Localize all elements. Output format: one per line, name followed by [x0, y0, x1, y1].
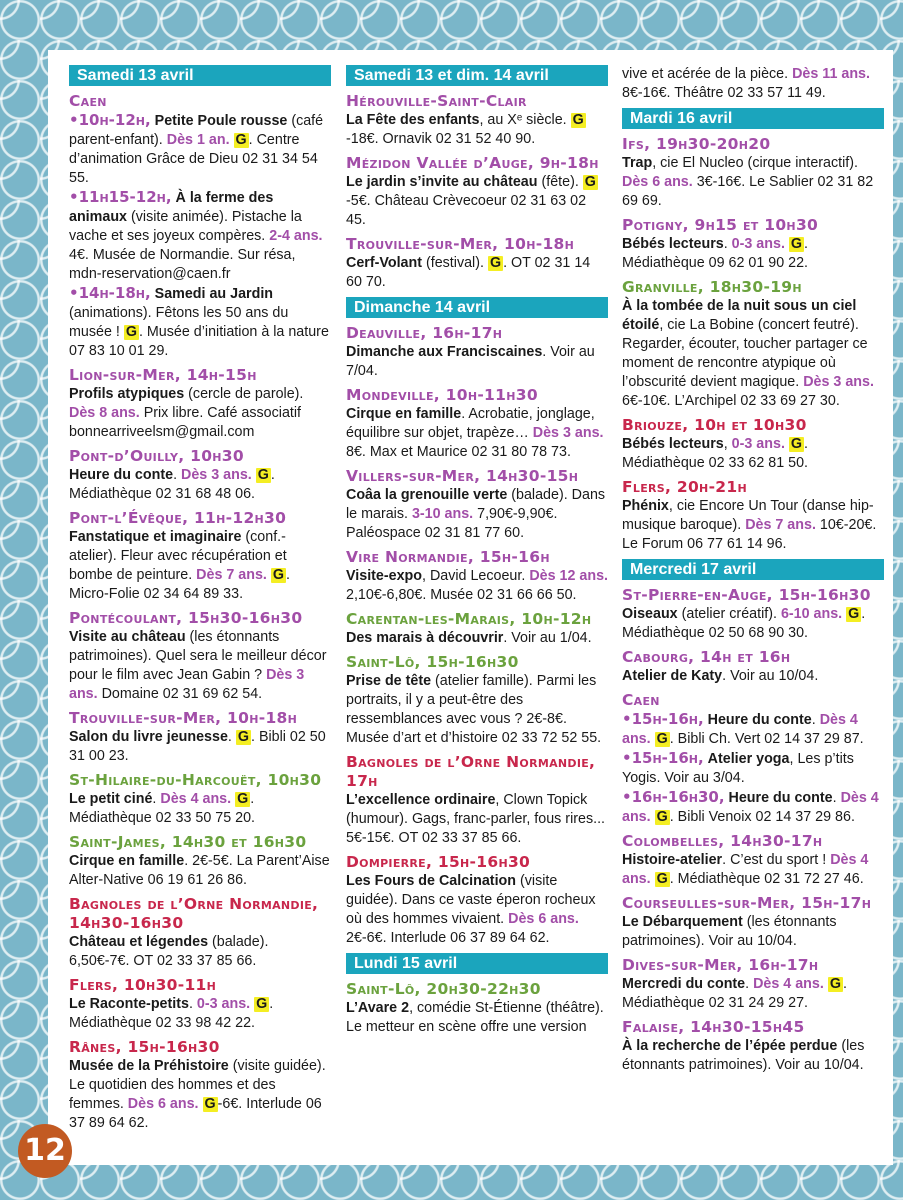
event-location: Saint-James, 14h30 et 16h30 [69, 833, 307, 851]
event-description [69, 528, 331, 604]
event-entry [69, 976, 331, 1033]
event-location: Flers, 20h-21h [622, 478, 747, 496]
event-location: Bagnoles de l’Orne Normandie, 17h [346, 753, 596, 790]
event-description [622, 1037, 884, 1075]
page-number: 12 [18, 1124, 72, 1178]
event-title: Des marais à découvrir [346, 630, 504, 646]
gratuit-badge: G [790, 236, 803, 252]
event-text: . 2€-5€. La Parent’Aise Alter-Native 06 19 61 26 86. [69, 853, 330, 888]
event-text: . Médiathèque 02 50 68 90 30. [622, 606, 866, 641]
gratuit-badge: G [848, 606, 860, 622]
event-title: Prise de tête [346, 673, 432, 689]
event-title: Cerf-Volant [346, 255, 422, 271]
age-tag: Dès 4 ans. [753, 976, 824, 992]
event-entry [622, 648, 884, 686]
event-description [622, 913, 884, 951]
event-text: 2€-6€. Interlude 06 37 89 64 62. [346, 930, 550, 946]
event-location: Hérouville-Saint-Clair [346, 92, 527, 110]
gratuit-badge: G [656, 731, 668, 747]
event-text: . [832, 790, 841, 806]
day-header: Samedi 13 avril [69, 65, 331, 86]
event-description [346, 791, 608, 848]
age-tag: Dès 7 ans. [196, 567, 267, 583]
event-text: (les étonnants patrimoines). Voir au 10/04. [622, 914, 837, 949]
event-time: •15h-16h, [622, 749, 704, 767]
gratuit-badge: G [237, 791, 249, 807]
event-entry [622, 956, 884, 1013]
event-title: Mercredi du conte [622, 976, 746, 992]
age-tag: 0-3 ans. [196, 996, 251, 1012]
event-entry [346, 853, 608, 948]
event-text: . Médiathèque 02 31 68 48 06. [69, 467, 275, 502]
event-title: L’excellence ordinaire [346, 792, 496, 808]
event-title: Bébés lecteurs [622, 436, 724, 452]
event-description [346, 254, 608, 292]
event-time: •10h-12h, [69, 111, 151, 129]
event-location: Cabourg, 14h et 16h [622, 648, 791, 666]
event-text: . [188, 996, 197, 1012]
age-tag: 0-3 ans. [731, 436, 785, 452]
event-title: Atelier yoga [707, 751, 790, 767]
gratuit-badge: G [257, 467, 269, 483]
event-location: Saint-Lô, 15h-16h30 [346, 653, 519, 671]
event-text: 10€-20€. Le Forum 06 77 61 14 96. [622, 517, 877, 552]
gratuit-badge: G [235, 132, 247, 148]
event-entry [69, 1038, 331, 1133]
day-header: Lundi 15 avril [346, 953, 608, 974]
event-time: •11h15-12h, [69, 188, 172, 206]
event-location: Carentan-les-Marais, 10h-12h [346, 610, 592, 628]
event-text: . Médiathèque 09 62 01 90 22. [622, 236, 809, 271]
event-title: Coâa la grenouille verte [346, 487, 508, 503]
age-tag: Dès 8 ans. [69, 405, 140, 421]
sub-event [622, 749, 884, 788]
event-entry [622, 278, 884, 411]
event-description [622, 605, 884, 643]
sub-event [622, 710, 884, 749]
event-location: Rânes, 15h-16h30 [69, 1038, 220, 1056]
event-text: , David Lecoeur. [422, 568, 530, 584]
event-title: Le jardin s’invite au château [346, 174, 538, 190]
gratuit-badge: G [256, 996, 268, 1012]
day-header: Mercredi 17 avril [622, 559, 884, 580]
event-location: Colombelles, 14h30-17h [622, 832, 823, 850]
event-entry [346, 753, 608, 848]
gratuit-badge: G [125, 324, 137, 340]
event-title: Trap [622, 155, 653, 171]
event-title: La Fête des enfants [346, 112, 480, 128]
event-entry [69, 833, 331, 890]
event-title: Profils atypiques [69, 386, 185, 402]
day-header: Samedi 13 et dim. 14 avril [346, 65, 608, 86]
event-location: Trouville-sur-Mer, 10h-18h [346, 235, 575, 253]
event-title: Le petit ciné [69, 791, 153, 807]
event-text: (balade). 6,50€-7€. OT 02 33 37 85 66. [69, 934, 269, 969]
event-title: Salon du livre jeunesse [69, 729, 228, 745]
event-text: , comédie St-Étienne (théâtre). Le metteur en scène offre une version [346, 1000, 604, 1035]
event-location: Deauville, 16h-17h [346, 324, 503, 342]
event-description [346, 872, 608, 948]
event-text: , [723, 436, 732, 452]
event-location: Pontécoulant, 15h30-16h30 [69, 609, 303, 627]
event-text: (café parent-enfant). [69, 113, 324, 148]
event-text: (visite animée). Pistache la vache et ses joyeux compères. [69, 209, 302, 244]
event-entry [69, 509, 331, 604]
event-entry [69, 366, 331, 442]
column-1 [69, 65, 331, 1138]
event-text: (fête). [537, 174, 583, 190]
event-text: 7,90€-9,90€. Paléospace 02 31 81 77 60. [346, 506, 558, 541]
event-entry [346, 980, 608, 1037]
event-description [69, 385, 331, 442]
event-title: À la ferme des animaux [69, 190, 274, 225]
event-text: . Médiathèque 02 33 50 75 20. [69, 791, 256, 826]
event-location: St-Pierre-en-Auge, 15h-16h30 [622, 586, 871, 604]
event-title: Heure du conte [69, 467, 174, 483]
event-description [622, 435, 884, 473]
event-entry [346, 92, 608, 149]
age-tag: 3-10 ans. [411, 506, 474, 522]
event-description [69, 933, 331, 971]
event-text: . Voir au 1/04. [503, 630, 592, 646]
event-description [622, 235, 884, 273]
gratuit-badge: G [572, 112, 584, 128]
event-description [346, 111, 608, 149]
event-text: (balade). Dans le marais. [346, 487, 606, 522]
event-location: Villers-sur-Mer, 14h30-15h [346, 467, 579, 485]
gratuit-badge: G [489, 255, 502, 271]
event-title: Visite-expo [346, 568, 423, 584]
event-location: Flers, 10h30-11h [69, 976, 217, 994]
event-title: Visite au château [69, 629, 186, 645]
event-title: Le Raconte-petits [69, 996, 189, 1012]
event-text: , cie La Bobine (concert feutré). Regarder, écouter, toucher partager ce moment de rencontre atypique où l’obscurité devient magique. [622, 317, 868, 390]
event-title: Heure du conte [707, 712, 812, 728]
age-tag: 6-10 ans. [780, 606, 843, 622]
age-tag: Dès 4 ans. [160, 791, 232, 807]
event-location: Lion-sur-Mer, 14h-15h [69, 366, 257, 384]
event-description [346, 486, 608, 543]
event-entry [622, 1018, 884, 1075]
event-text: vive et acérée de la pièce. [622, 66, 793, 82]
event-text: (animations). Fêtons les 50 ans du musée ! [69, 305, 289, 340]
event-location: Pont-l’Évêque, 11h-12h30 [69, 509, 287, 527]
event-location: Bagnoles de l’Orne Normandie, 14h30-16h30 [69, 895, 319, 932]
event-entry [346, 386, 608, 462]
event-title: Le Débarquement [622, 914, 743, 930]
event-location: Trouville-sur-Mer, 10h-18h [69, 709, 298, 727]
event-description [69, 628, 331, 704]
age-tag: Dès 11 ans. [792, 66, 870, 82]
event-text: 3€-16€. Le Sablier 02 31 82 69 69. [622, 174, 874, 209]
event-description [622, 667, 884, 686]
event-text: . C’est du sport ! [722, 852, 831, 868]
event-entry [622, 894, 884, 951]
age-tag: 0-3 ans. [731, 236, 785, 252]
event-entry [69, 447, 331, 504]
column-2 [346, 65, 608, 1042]
event-text: 8€. Max et Maurice 02 31 80 78 73. [346, 444, 571, 460]
event-title: Château et légendes [69, 934, 209, 950]
event-text: . Bibli Venoix 02 14 37 29 86. [669, 809, 855, 825]
gratuit-badge: G [237, 729, 249, 745]
gratuit-badge: G [790, 436, 803, 452]
event-text: . [745, 976, 754, 992]
event-entry [622, 586, 884, 643]
event-description [69, 728, 331, 766]
age-tag: Dès 4 ans. [622, 852, 869, 887]
event-entry [622, 135, 884, 211]
event-text: (visite guidée). Dans ce vaste éperon rocheux où des hommes vivaient. [346, 873, 596, 927]
event-time: •16h-16h30, [622, 788, 725, 806]
event-location: Caen [622, 691, 660, 709]
event-text: . [152, 791, 161, 807]
event-title: Atelier de Katy [622, 668, 723, 684]
event-title: Cirque en famille [346, 406, 462, 422]
event-entry [69, 771, 331, 828]
event-entry [622, 478, 884, 554]
event-title: Petite Poule rousse [154, 113, 288, 129]
event-entry [346, 653, 608, 748]
event-entry [346, 235, 608, 292]
event-title: Musée de la Préhistoire [69, 1058, 229, 1074]
event-text: Prix libre. Café associatif bonnearriveelsm@gmail.com [69, 405, 302, 440]
event-text: . [227, 729, 236, 745]
event-entry [69, 709, 331, 766]
event-text: 6€-10€. L’Archipel 02 33 69 27 30. [622, 393, 840, 409]
event-text: . Musée d’initiation à la nature 07 83 10 01 29. [69, 324, 329, 359]
event-description [346, 405, 608, 462]
event-text: (les étonnants patrimoines). Quel sera le meilleur décor pour le film avec Jean Gabin ? [69, 629, 327, 683]
event-entry [346, 548, 608, 605]
gratuit-badge: G [204, 1096, 216, 1112]
event-location: Briouze, 10h et 10h30 [622, 416, 807, 434]
gratuit-badge: G [584, 174, 596, 190]
age-tag: 2-4 ans. [269, 228, 323, 244]
event-text: . Médiathèque 02 33 98 42 22. [69, 996, 274, 1031]
event-entry [346, 324, 608, 381]
event-title: Fanstatique et imaginaire [69, 529, 242, 545]
event-description [346, 999, 608, 1037]
day-header: Mardi 16 avril [622, 108, 884, 129]
event-text: (atelier créatif). [677, 606, 781, 622]
event-entry [346, 610, 608, 648]
event-title: Dimanche aux Franciscaines [346, 344, 543, 360]
event-description [69, 995, 331, 1033]
event-text: . Micro-Folie 02 34 64 89 33. [69, 567, 290, 602]
event-title: Les Fours de Calcination [346, 873, 517, 889]
event-location: Courseulles-sur-Mer, 15h-17h [622, 894, 872, 912]
event-title: Heure du conte [728, 790, 833, 806]
event-entry [622, 216, 884, 273]
event-entry [69, 92, 331, 361]
event-location: Potigny, 9h15 et 10h30 [622, 216, 819, 234]
event-description [346, 173, 608, 230]
event-location: Mézidon Vallée d’Auge, 9h-18h [346, 154, 599, 172]
event-text [199, 1096, 203, 1112]
event-title: À la tombée de la nuit sous un ciel étoilé [622, 298, 857, 333]
event-entry [622, 832, 884, 889]
event-text: . Bibli Ch. Vert 02 14 37 29 87. [669, 731, 864, 747]
event-text: , cie El Nucleo (cirque interactif). [652, 155, 858, 171]
day-header: Dimanche 14 avril [346, 297, 608, 318]
event-entry [622, 416, 884, 473]
event-description [69, 852, 331, 890]
event-entry [346, 467, 608, 543]
event-description [622, 497, 884, 554]
age-tag: Dès 6 ans. [622, 174, 693, 190]
event-location: Pont-d’Ouilly, 10h30 [69, 447, 244, 465]
event-title: À la recherche de l’épée perdue [622, 1038, 838, 1054]
event-text: . Voir au 7/04. [346, 344, 595, 379]
event-text: . Bibli 02 50 31 00 23. [69, 729, 326, 764]
event-text: , au Xᵉ siècle. [479, 112, 571, 128]
event-text: (atelier famille). Parmi les portraits, il y a peut-être des ressemblances avec vous ? 2€-8€. Musée d’art et d’histoire 02 33 72 52 55. [346, 673, 602, 746]
age-tag: Dès 4 ans. [622, 712, 858, 747]
column-3 [622, 65, 884, 1080]
event-text: . Médiathèque 02 31 72 27 46. [669, 871, 864, 887]
event-text: , cie Encore Un Tour (danse hip-musique baroque). [622, 498, 874, 533]
event-description [622, 975, 884, 1013]
event-text: . [723, 236, 732, 252]
event-description [622, 154, 884, 211]
event-location: Granville, 18h30-19h [622, 278, 802, 296]
sub-event [69, 284, 331, 361]
event-entry [69, 609, 331, 704]
event-text: , Clown Topick (humour). Gags, franc-parler, fous rires... 5€-15€. OT 02 33 37 85 66. [346, 792, 606, 846]
event-title: Bébés lecteurs [622, 236, 724, 252]
age-tag: Dès 12 ans. [529, 568, 608, 584]
event-description [346, 672, 608, 748]
sub-event [69, 188, 331, 284]
event-description [346, 629, 608, 648]
event-text: (visite guidée). Le quotidien des hommes et des femmes. [69, 1058, 326, 1112]
event-description [69, 466, 331, 504]
event-text: (festival). [422, 255, 488, 271]
event-text [651, 731, 655, 747]
event-text: (cercle de parole). [184, 386, 304, 402]
continued-text [622, 65, 884, 103]
age-tag: Dès 3 ans. [181, 467, 252, 483]
event-description [622, 851, 884, 889]
event-title: Cirque en famille [69, 853, 185, 869]
event-description [69, 790, 331, 828]
event-title: L’Avare 2 [346, 1000, 410, 1016]
event-text: . [811, 712, 820, 728]
gratuit-badge: G [272, 567, 285, 583]
agenda-panel [48, 50, 893, 1165]
gratuit-badge: G [829, 976, 841, 992]
event-description [346, 567, 608, 605]
event-time: •15h-16h, [622, 710, 704, 728]
event-text: . [173, 467, 182, 483]
age-tag: Dès 6 ans. [508, 911, 579, 927]
event-location: Saint-Lô, 20h30-22h30 [346, 980, 541, 998]
age-tag: Dès 7 ans. [745, 517, 816, 533]
event-text: . Médiathèque 02 31 24 29 27. [622, 976, 847, 1011]
event-text: . Médiathèque 02 33 62 81 50. [622, 436, 809, 471]
event-text: -18€. Ornavik 02 31 52 40 90. [346, 131, 536, 147]
event-entry [69, 895, 331, 971]
age-tag: Dès 3 ans. [803, 374, 874, 390]
event-location: St-Hilaire-du-Harcouët, 10h30 [69, 771, 322, 789]
age-tag: Dès 3 ans. [532, 425, 604, 441]
event-text: -5€. Château Crèvecoeur 02 31 63 02 45. [346, 193, 587, 228]
age-tag: Dès 1 an. [166, 132, 230, 148]
event-time: •14h-18h, [69, 284, 151, 302]
event-text: 2,10€-6,80€. Musée 02 31 66 66 50. [346, 587, 577, 603]
event-text: Domaine 02 31 69 62 54. [97, 686, 263, 702]
event-title: Oiseaux [622, 606, 678, 622]
event-text: -6€. Interlude 06 37 89 64 62. [69, 1096, 322, 1131]
event-title: Phénix [622, 498, 669, 514]
event-text [230, 132, 234, 148]
age-tag: Dès 6 ans. [127, 1096, 199, 1112]
event-description [69, 1057, 331, 1133]
event-text [651, 809, 655, 825]
event-description [622, 65, 884, 103]
event-entry [622, 691, 884, 827]
event-text: . OT 02 31 14 60 70. [346, 255, 591, 290]
event-title: Samedi au Jardin [154, 286, 274, 302]
event-text: (conf.-atelier). Fleur avec récupération et bombe de peinture. [69, 529, 287, 583]
gratuit-badge: G [656, 809, 668, 825]
event-location: Mondeville, 10h-11h30 [346, 386, 538, 404]
event-location: Caen [69, 92, 107, 110]
sub-event [69, 111, 331, 188]
gratuit-badge: G [656, 871, 668, 887]
event-text: 8€-16€. Théâtre 02 33 57 11 49. [622, 85, 826, 101]
event-location: Falaise, 14h30-15h45 [622, 1018, 805, 1036]
event-text: . Centre d’animation Grâce de Dieu 02 31 34 54 55. [69, 132, 318, 186]
age-tag: Dès 3 ans. [69, 667, 305, 702]
event-text: , Les p’tits Yogis. Voir au 3/04. [622, 751, 854, 786]
event-text: 4€. Musée de Normandie. Sur résa, mdn-reservation@caen.fr [69, 247, 296, 282]
event-description [346, 343, 608, 381]
event-location: Dives-sur-Mer, 16h-17h [622, 956, 819, 974]
event-entry [346, 154, 608, 230]
event-description [622, 297, 884, 411]
age-tag: Dès 4 ans. [622, 790, 879, 825]
event-title: Histoire-atelier [622, 852, 723, 868]
event-location: Vire Normandie, 15h-16h [346, 548, 550, 566]
event-location: Ifs, 19h30-20h20 [622, 135, 771, 153]
event-text: . Acrobatie, jonglage, équilibre sur objet, trapèze… [346, 406, 595, 441]
event-text: (les étonnants patrimoines). Voir au 10/04. [622, 1038, 865, 1073]
event-text: . Voir au 10/04. [722, 668, 819, 684]
event-location: Dompierre, 15h-16h30 [346, 853, 531, 871]
sub-event [622, 788, 884, 827]
event-text [651, 871, 655, 887]
